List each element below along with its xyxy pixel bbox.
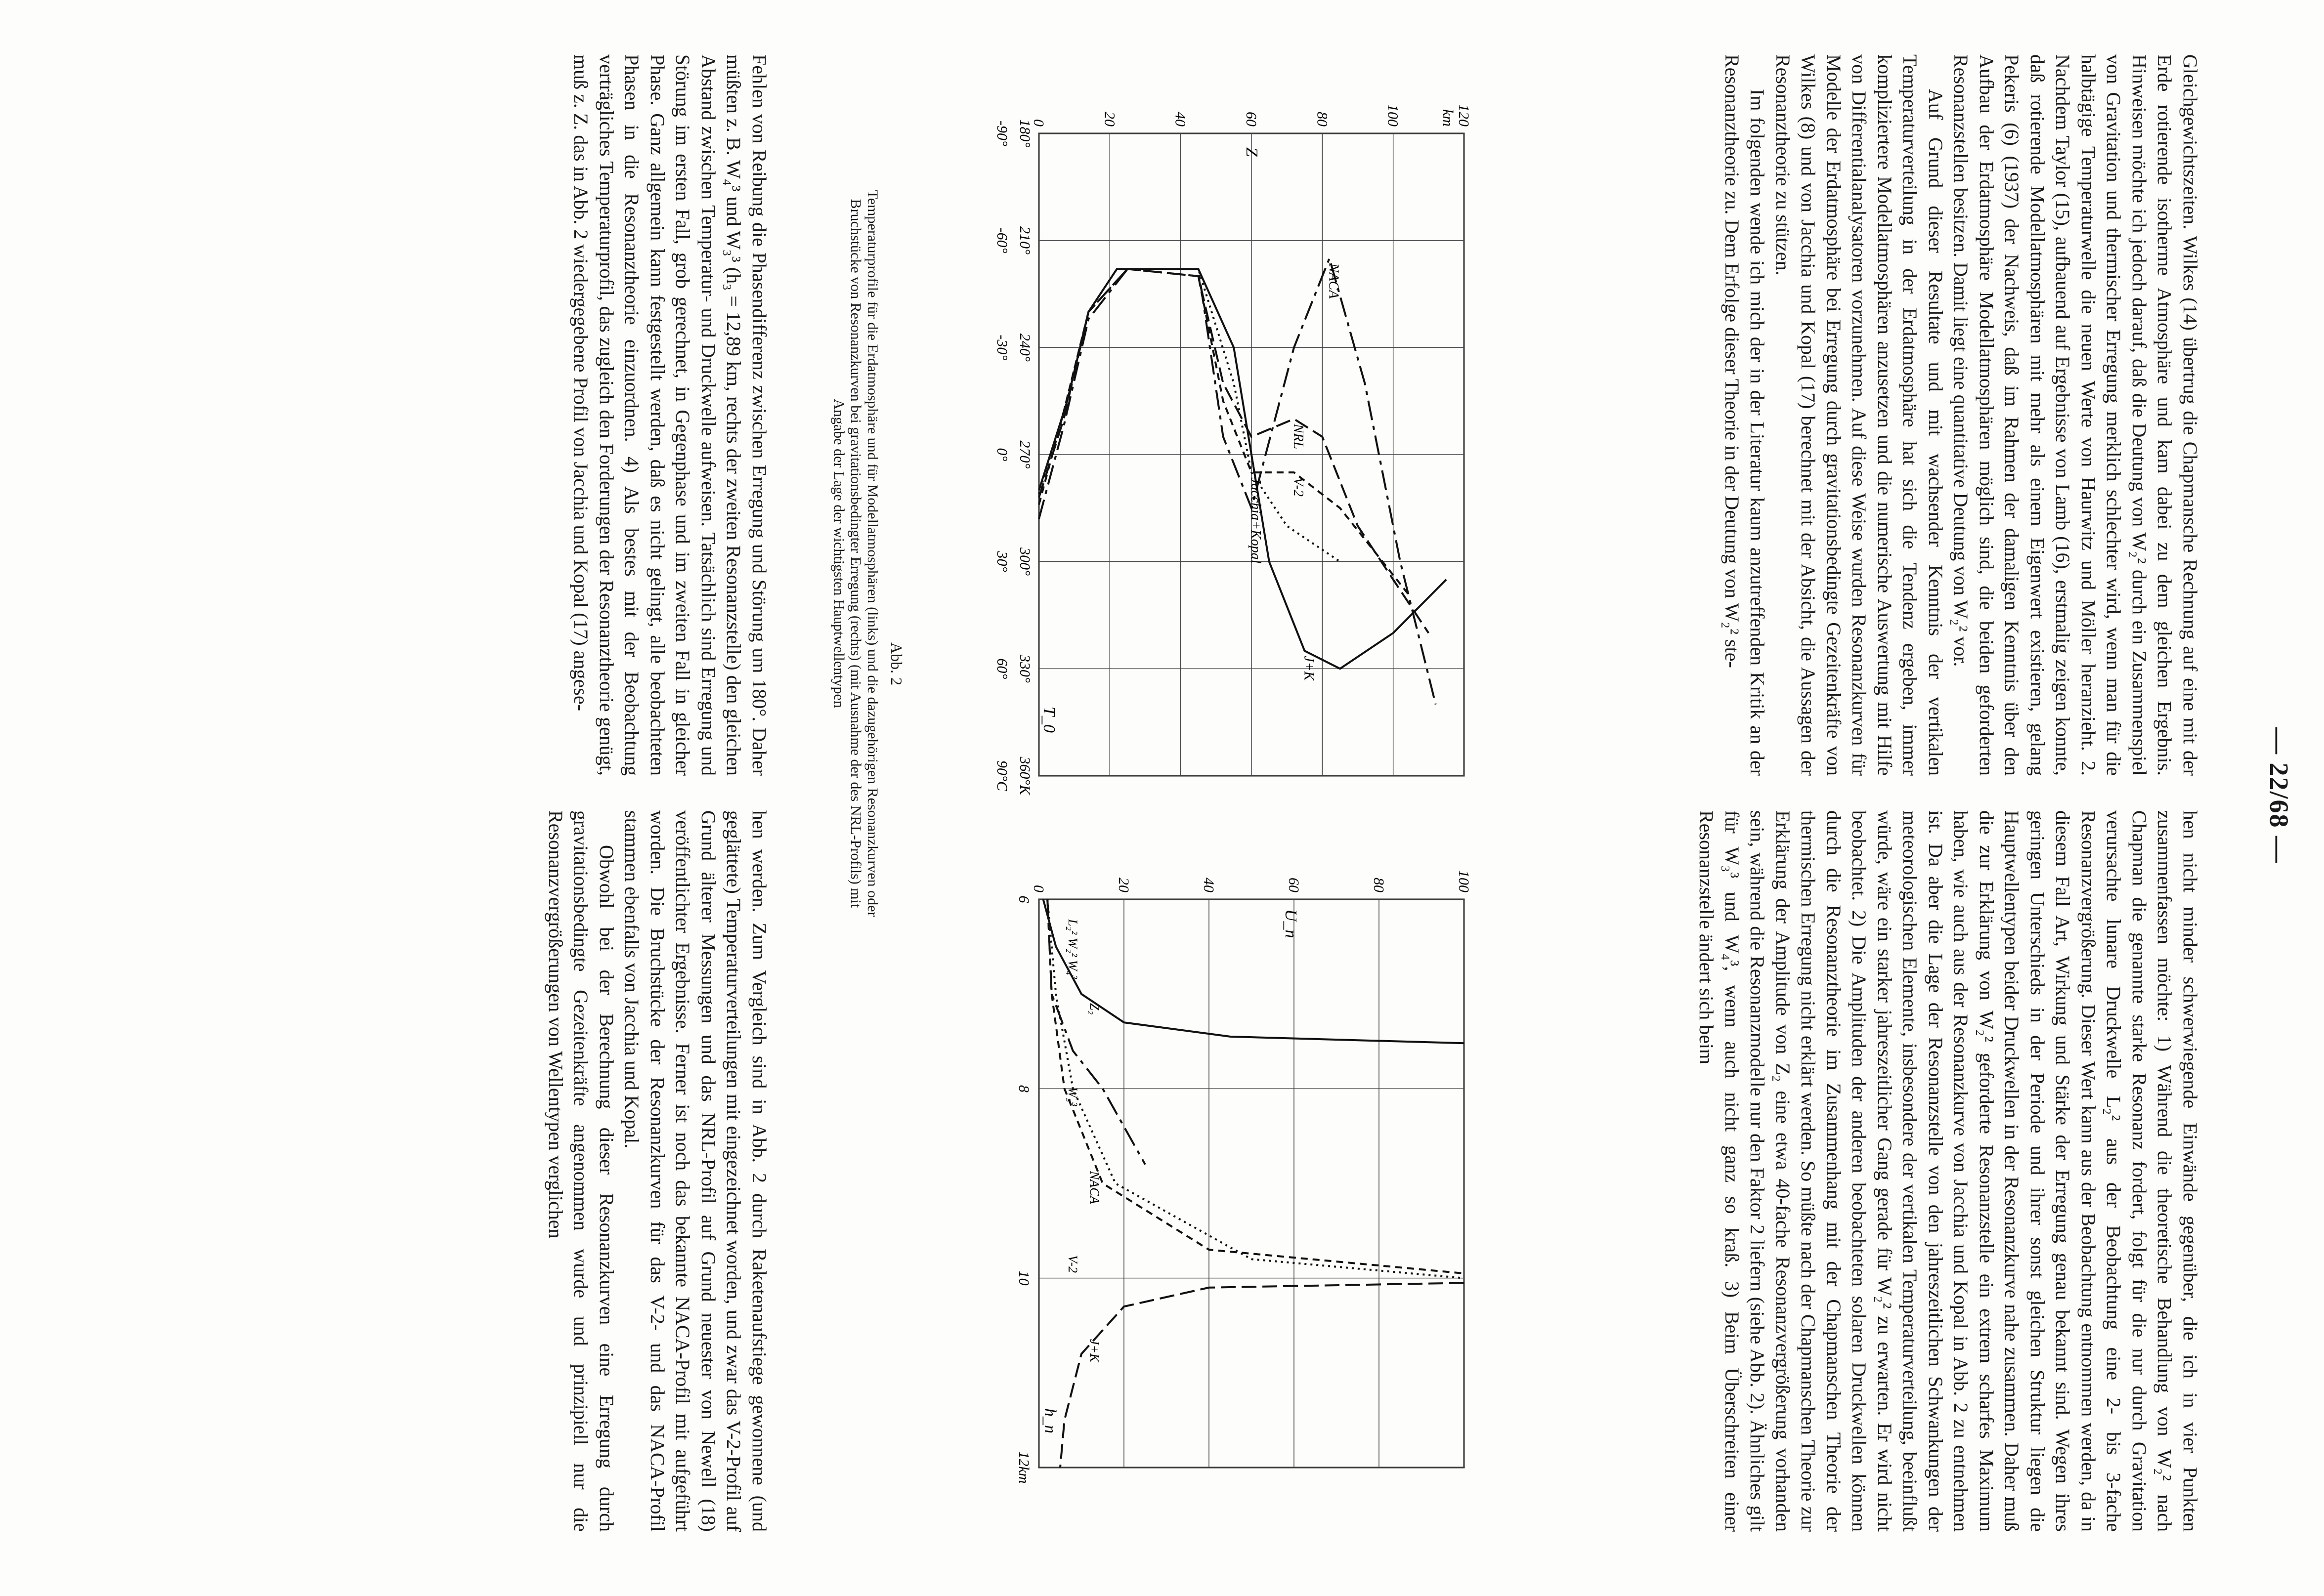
- text-column-right-bottom: [543, 810, 773, 1532]
- x-tick-label-kelvin: 300°: [1017, 547, 1033, 576]
- y-tick-label: 40: [1201, 878, 1217, 892]
- annotation-label: J+K: [1087, 1339, 1102, 1362]
- y-tick-label: 60: [1286, 878, 1302, 892]
- annotation-label: L₂² W₂² W₄³: [1066, 919, 1080, 979]
- x-tick-label-celsius: -90°: [994, 121, 1010, 146]
- x-tick-label-celsius: -60°: [994, 227, 1010, 253]
- y-tick-label: 20: [1101, 112, 1118, 126]
- annotation-label: V-2: [1066, 1255, 1080, 1273]
- resonance-curve-j-k-left-: [1043, 899, 1464, 1043]
- x-tick-label: 6: [1016, 895, 1032, 903]
- y-tick-label: 100: [1456, 870, 1472, 892]
- y-tick-label: 20: [1116, 878, 1132, 892]
- paragraph: Gleichgewichtszeiten. Wilkes (14) übertrug die Chapmansche Rechnung auf eine mit der Erde rotierende isotherme Atmosphäre und kam dabei zu dem gleichen Ergebnis. Hinweisen möchte ich jedoch darauf, daß die Deutung von W₂² durch ein Zusammenspiel von Gravitation und thermischer Erregung merklich schlechter wird, wenn man für die halbtägige Temperaturwelle die neuen Werte von Haurwitz und Möller heranzieht. 2. Nachdem Taylor (15), aufbauend auf Ergebnisse von Lamb (16), erstmalig zeigen konnte, daß rotierende Modellatmosphären mit mehr als einem Eigenwert existieren, gelang Pekeris (6) (1937) der Nachweis, daß im Rahmen der damaligen Kenntnis über den Aufbau der Erdatmosphäre Modellatmosphären möglich sind, die beiden geforderten Resonanzstellen besitzen. Damit liegt eine quantitative Deutung von W₂² vor.: [1950, 54, 2201, 776]
- resonance-curve-naca: [1047, 899, 1145, 1165]
- series-line-j-k: [1039, 269, 1446, 669]
- x-tick-label-kelvin: 240°: [1017, 333, 1033, 362]
- y-tick-label: 0: [1031, 119, 1047, 126]
- x-tick-label-kelvin: 330°: [1017, 654, 1033, 683]
- x-axis-label: T_0: [1040, 707, 1058, 733]
- series-label: NACA: [1326, 263, 1341, 299]
- series-label: V-2: [1291, 477, 1306, 497]
- text-column-left-bottom: [568, 54, 772, 776]
- paragraph: Fehlen von Reibung die Phasendifferenz zwischen Erregung und Störung um 180°. Daher müßten z. B. W₄³ und W₃³ (h₃ = 12,89 km, rechts der zweiten Resonanzstelle) den gleichen Abstand zwischen Temperatur- und Druckwelle aufweisen. Tatsächlich sind Erregung und Störung im ersten Fall, grob gerechnet, in Gegenphase und im zweiten Fall in gleicher Phase. Ganz allgemein kann festgestellt werden, daß es nicht gelingt, alle beobachteten Phasen in die Resonanztheorie einzuordnen. 4) Als bestes mit der Beobachtung verträgliches Temperaturprofil, das zugleich den Forderungen der Resonanztheorie genügt, muß z. Z. das in Abb. 2 wiedergegebene Profil von Jacchia und Kopal (17) angese-: [570, 54, 771, 776]
- y-tick-label: 80: [1371, 878, 1387, 892]
- resonance-curve-j-k-right-: [1060, 1283, 1464, 1468]
- annotation-label: NACA: [1087, 1171, 1102, 1204]
- page-number: — 22/68 —: [2264, 727, 2294, 864]
- figure-abb-2: [901, 69, 1494, 1527]
- x-tick-label-celsius: -30°: [994, 335, 1010, 361]
- y-tick-label: 40: [1172, 112, 1189, 126]
- y-axis-label: U_n: [1281, 909, 1300, 938]
- x-tick-label-kelvin: 180°: [1017, 119, 1033, 148]
- figure-caption: Temperaturprofile für die Erdatmosphäre und für Modellatmosphären (links) und die dazugehörigen Resonanzkurven oder Bruchstücke von Resonanzkurven bei gravitationsbedingter Erregung (rechts) (mit Ausnahme der des NRL-Profils) mit Angabe der Lage der wichtigsten Hauptwellentypen: [831, 190, 881, 917]
- paragraph: hen werden. Zum Vergleich sind in Abb. 2 durch Raketenaufstiege gewonnene (und geglättete) Temperaturverteilungen mit eingezeichnet worden, und zwar das V-2-Profil auf Grund älterer Messungen und das NRL-Profil auf Grund neuester von Newell (18) veröffentlichter Ergebnisse. Ferner ist noch das bekannte NACA-Profil mit aufgeführt worden. Die Bruchstücke der Resonanzkurven für das V-2- und das NACA-Profil stammen ebenfalls von Jacchia und Kopal.: [621, 810, 771, 1532]
- x-tick-label-celsius: 30°: [994, 551, 1010, 572]
- paragraph: hen nicht minder schwerwiegende Einwände gegenüber, die ich in vier Punkten zusammenfassen möchte: 1) Während die theoretische Behandlung von W₂² nach Chapman die genannte starke Resonanz fordert, folgt für die nur durch Gravitation verursachte lunare Druckwelle L₂² aus der Beobachtung eine 2- bis 3-fache Resonanzvergrößerung. Dieser Wert kann aus der Beobachtung entnommen werden, da in diesem Fall Art, Wirkung und Stärke der Erregung genau bekannt sind. Wegen ihres geringen Unterschieds in der Periode und ihrer sonst gleichen Struktur liegen die Hauptwellentypen beider Druckwellen in der Resonanzkurve nahe zusammen. Daher muß die zur Erklärung von W₂² geforderte Resonanzstelle ein extrem scharfes Maximum haben, wie auch aus der Resonanzkurve von Jacchia und Kopal in Abb. 2 zu entnehmen ist. Da aber die Lage der Resonanzstelle von den jahreszeitlichen Schwankungen der meteorologischen Elemente, insbesondere der vertikalen Temperaturverteilung, beeinflußt würde, wäre ein starker jahreszeitlicher Gang gerade für W₂² zu erwarten. Er wird nicht beobachtet. 2) Die Amplituden der anderen beobachteten solaren Druckwellen können durch die Resonanztheorie im Zusammenhang mit der Chapmanschen Theorie der thermischen Erregung nicht erklärt werden. So müßte nach der Chapmanschen Theorie zur Erklärung der Amplitude von Z₂ eine etwa 40-fache Resonanzvergrößerung vorhanden sein, während die Resonanzmodelle nur den Faktor 2 liefern (siehe Abb. 2). Ähnliches gilt für W₃³ und W₄³, wenn auch nicht ganz so kraß. 3) Beim Überschreiten einer Resonanzstelle ändert sich beim: [1695, 810, 2201, 1532]
- series-label: J+K: [1301, 656, 1317, 681]
- paragraph: Obwohl bei der Berechnung dieser Resonanzkurven eine Erregung durch gravitationsbedingte Gezeitenkräfte angenommen wurde und prinzipiell nur die Resonanzvergrößerungen von Wellentypen verglichen: [545, 810, 618, 1532]
- chart-resonance-curves: [1016, 870, 1472, 1483]
- y-tick-label: 100: [1384, 104, 1401, 126]
- paragraph: Im folgenden wende ich mich der in der Literatur kaum anzutreffenden Kritik an der Resonanztheorie zu. Dem Erfolge dieser Theorie in der Deutung von W₂² ste-: [1721, 54, 1769, 776]
- x-tick-label: 10: [1016, 1270, 1032, 1286]
- chart-frame: [1039, 899, 1464, 1468]
- chart-temperature-profiles: [994, 104, 1472, 796]
- series-line-v-2: [1039, 269, 1411, 597]
- paragraph: Auf Grund dieser Resultate und mit wachsender Kenntnis der vertikalen Temperaturverteilung in der Erdatmosphäre hat sich die Tendenz ergeben, immer kompliziertere Modellatmosphären anzusetzen und die numerische Auswertung mit Hilfe von Differentialanalysatoren vorzunehmen. Auf diese Weise wurden Resonanzkurven für Modelle der Erdatmosphäre bei Erregung durch gravitationsbedingte Gezeitenkräfte von Wilkes (8) und von Jacchia und Kopal (17) berechnet mit der Absicht, die Aussagen der Resonanztheorie zu stützen.: [1772, 54, 1947, 776]
- x-tick-label-celsius: 90°C: [994, 760, 1010, 792]
- x-tick-label-celsius: 0°: [994, 448, 1010, 462]
- series-line-naca: [1039, 258, 1436, 705]
- y-tick-label: 80: [1314, 112, 1331, 126]
- series-label: Jacchia+Kopal: [1248, 477, 1263, 564]
- x-tick-label-kelvin: 360°K: [1017, 756, 1033, 795]
- y-tick-label: 120: [1456, 104, 1472, 126]
- resonance-curve-v-2: [1047, 899, 1464, 1273]
- figure-label: Abb. 2: [888, 642, 905, 686]
- series-line-nrl: [1039, 269, 1428, 633]
- x-tick-label-celsius: 60°: [994, 658, 1010, 679]
- x-tick-label-kelvin: 270°: [1017, 440, 1033, 469]
- series-line-jacchia-kopal: [1039, 269, 1340, 561]
- y-tick-label: 0: [1031, 885, 1047, 892]
- y-axis-label: Z: [1243, 147, 1261, 157]
- annotation-label: W₃³: [1066, 1087, 1080, 1106]
- x-tick-label: 12km: [1016, 1451, 1032, 1484]
- x-tick-label: 8: [1016, 1085, 1032, 1092]
- text-column-left-top: [1720, 54, 2203, 776]
- y-tick-label: 60: [1243, 112, 1259, 126]
- x-axis-label: h_n: [1041, 1408, 1059, 1433]
- text-column-right-top: [1694, 810, 2203, 1532]
- series-label: NRL: [1291, 423, 1306, 450]
- annotation-label: Z₂: [1087, 1003, 1102, 1015]
- y-unit-label: km: [1440, 109, 1456, 126]
- x-tick-label-kelvin: 210°: [1017, 226, 1033, 255]
